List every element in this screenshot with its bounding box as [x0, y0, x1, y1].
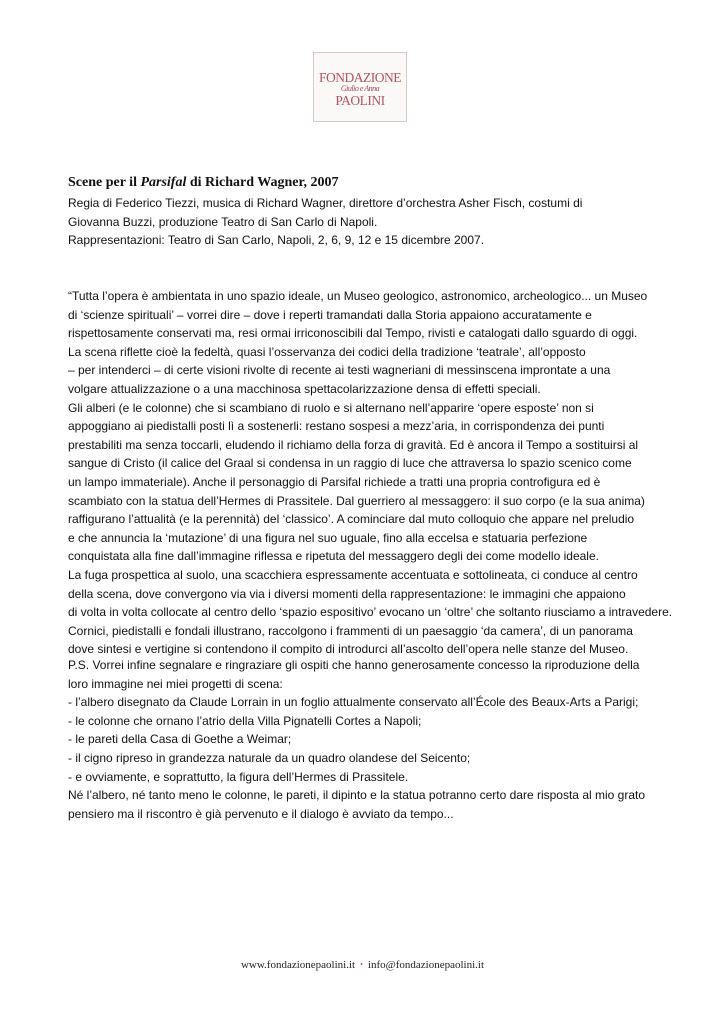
quote-line: Gli alberi (e le colonne) che si scambiano di ruolo e si alternano nell’apparire ‘opere esposte’ non si [68, 400, 594, 415]
ps-list-item: - le colonne che ornano l’atrio della Villa Pignatelli Cortes a Napoli; [68, 713, 422, 728]
quote-line: dove sintesi e vertigine si contendono il compito di introdurci all’ascolto dell’opera nelle stanze del Museo. [68, 642, 629, 657]
quote-line: sangue di Cristo (il calice del Graal si condensa in un raggio di luce che attraversa lo spazio scenico come [68, 456, 632, 471]
quote-line: conquistata alla fine dall’immagine riflessa e ripetuta del messaggero degli dei come modello ideale. [68, 549, 599, 564]
quote-line: – per intenderci – di certe visioni rivolte di recente ai testi wagneriani di messinscena improntate a una [68, 363, 611, 378]
ps-line: Né l’albero, né tanto meno le colonne, le pareti, il dipinto e la statua potranno certo dare risposta al mio grato [68, 788, 646, 803]
footer-website-link[interactable]: www.fondazionepaolini.it [240, 959, 356, 971]
quote-line: “Tutta l’opera è ambientata in uno spazio ideale, un Museo geologico, astronomico, archeologico... un Museo [68, 289, 648, 303]
quote-line: La fuga prospettica al suolo, una scacchiera espressamente accentuata e sottolineata, ci conduce al centro [68, 567, 638, 582]
quote-line: scambiato con la statua dell’Hermes di Prassitele. Dal guerriero al messaggero: il suo corpo (e la sua anima) [68, 493, 645, 508]
credits-paragraph [68, 194, 658, 250]
credits-line: Regia di Federico Tiezzi, musica di Richard Wagner, direttore d’orchestra Asher Fisch, costumi di [68, 196, 583, 210]
quote-line: La scena riflette cioè la fedeltà, quasi l’osservanza dei codici della tradizione ‘teatrale’, all’opposto [68, 344, 586, 359]
quote-line: e che annuncia la ‘mutazione’ di una figura nel suo uguale, fino alla eccelsa e statuaria perfezione [68, 530, 588, 545]
title-italic: Parsifal [140, 175, 187, 190]
quote-line: appoggiano ai piedistalli posti lì a sostenerli: restano sospesi a mezz’aria, in corrispondenza dei punti [68, 419, 605, 434]
quote-line: rispettosamente conservati ma, resi ormai irriconoscibili dal Tempo, rivisti e catalogati dallo sguardo di oggi. [68, 326, 638, 341]
ps-list-item: - il cigno ripreso in grandezza naturale da un quadro olandese del Seicento; [68, 750, 471, 765]
ps-line: loro immagine nei miei progetti di scena: [68, 676, 283, 691]
quote-line: della scena, dove convergono via via i diversi momenti della rappresentazione: le immagini che appaiono [68, 586, 626, 601]
postscript-paragraph [68, 656, 658, 823]
quote-line: prestabiliti ma senza toccarli, eludendo il richiamo della forza di gravità. Ed è ancora il Tempo a sostituirsi al [68, 437, 639, 452]
logo-line-signature: Giulio e Anna [340, 84, 380, 93]
quote-line: di volta in volta collocate al centro dello ‘spazio espositivo’ evocano un ‘oltre’ che soltanto riusciamo a intravedere. [68, 605, 673, 620]
footer-separator: • [360, 960, 363, 969]
page-footer [0, 959, 725, 971]
title-prefix: Scene per il [68, 175, 141, 190]
logo-line-fondazione: FONDAZIONE [319, 70, 401, 85]
ps-list-item: - le pareti della Casa di Goethe a Weimar; [68, 732, 292, 747]
credits-line: Giovanna Buzzi, produzione Teatro di San Carlo di Napoli. [68, 214, 378, 229]
quote-line: Cornici, piedistalli e fondali illustrano, raccolgono i frammenti di un paesaggio ‘da camera’, di un panorama [68, 623, 633, 638]
quote-line: volgare attualizzazione o a una macchinosa spettacolarizzazione densa di effetti speciali. [68, 381, 541, 396]
title-suffix: di Richard Wagner, 2007 [186, 175, 339, 190]
ps-list-item: - e ovviamente, e soprattutto, la figura dell’Hermes di Prassitele. [68, 769, 409, 784]
quote-line: di ‘scienze spirituali’ – vorrei dire – dove i reperti tramandati dalla Storia appaiono accuratamente e [68, 307, 592, 322]
quote-line: raffigurano l’attualità (e la perennità) del ‘classico’. A cominciare dal muto colloquio che appare nel preludio [68, 512, 635, 527]
foundation-logo [313, 52, 407, 122]
logo-line-paolini: PAOLINI [335, 93, 385, 108]
quote-line: un lampo immateriale). Anche il personaggio di Parsifal richiede a tratti una propria controfigura ed è [68, 474, 601, 489]
footer-email-link[interactable]: info@fondazionepaolini.it [367, 959, 485, 971]
ps-list-item: - l’albero disegnato da Claude Lorrain in un foglio attualmente conservato all’École des Beaux-Arts a Parigi; [68, 695, 639, 710]
credits-line: Rappresentazioni: Teatro di San Carlo, Napoli, 2, 6, 9, 12 e 15 dicembre 2007. [68, 233, 485, 248]
ps-line: pensiero ma il riscontro è già pervenuto e il dialogo è avviato da tempo... [68, 806, 454, 821]
ps-line: P.S. Vorrei infine segnalare e ringraziare gli ospiti che hanno generosamente concesso la riproduzione della [68, 658, 640, 672]
document-title [68, 175, 338, 191]
quote-paragraph [68, 287, 673, 659]
